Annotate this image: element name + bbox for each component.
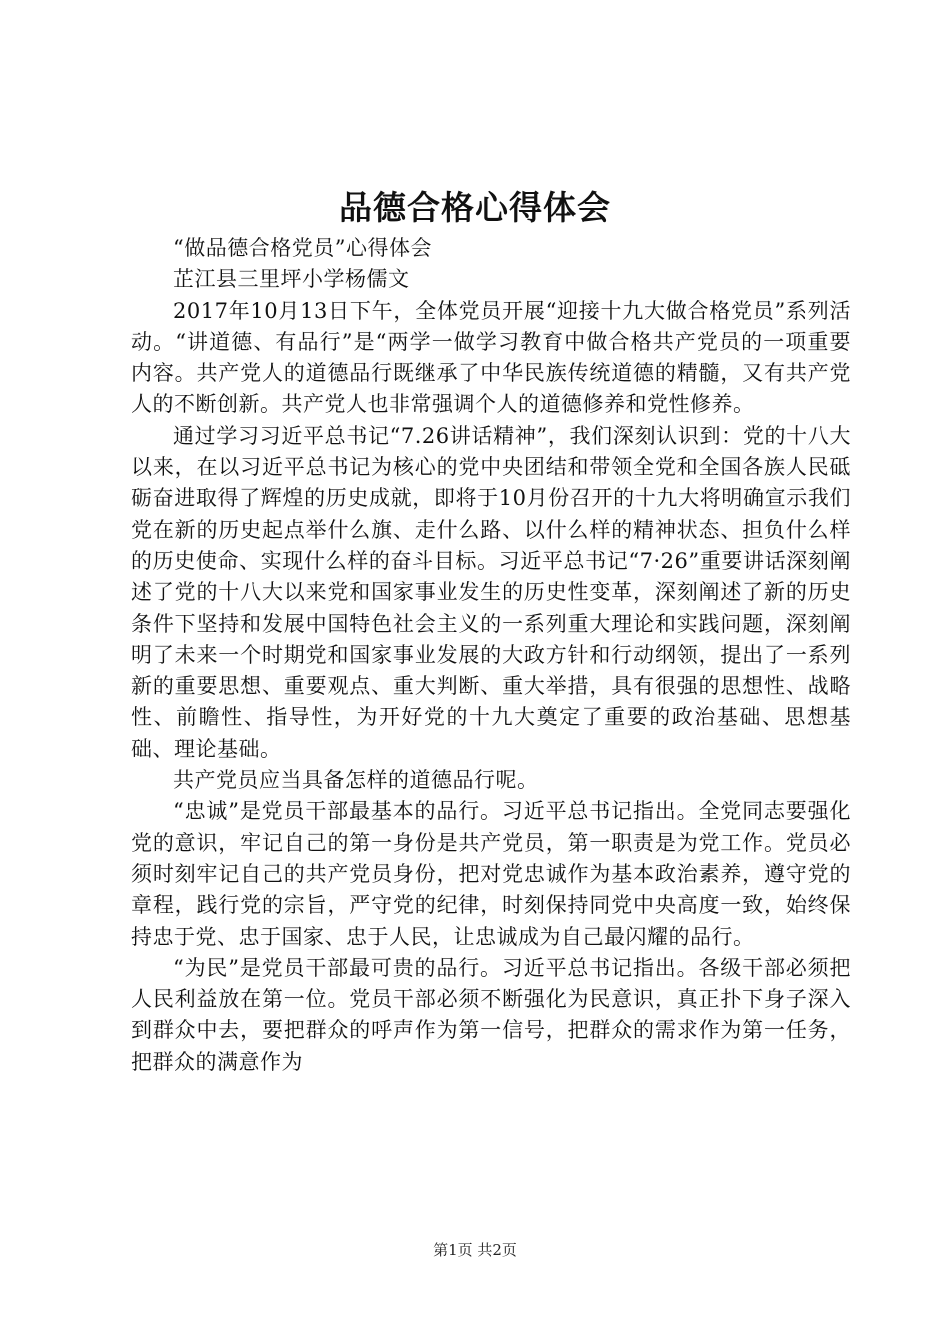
body-paragraph: “为民”是党员干部最可贵的品行。习近平总书记指出。各级干部必须把人民利益放在第一位。党员干部必须不断强化为民意识，真正扑下身子深入到群众中去，要把群众的呼声作为第一信号，把群众的需求作为第一任务，把群众的满意作为 bbox=[131, 955, 851, 1074]
body-paragraph: 通过学习习近平总书记“7.26讲话精神”，我们深刻认识到：党的十八大以来，在以习近平总书记为核心的党中央团结和带领全党和全国各族人民砥砺奋进取得了辉煌的历史成就，即将于10月份召开的十九大将明确宣示我们党在新的历史起点举什么旗、走什么路、以什么样的精神状态、担负什么样的历史使命、实现什么样的奋斗目标。习近平总书记“7·26”重要讲话深刻阐述了党的十八大以来党和国家事业发生的历史性变革，深刻阐述了新的历史条件下坚持和发展中国特色社会主义的一系列重大理论和实践问题，深刻阐明了未来一个时期党和国家事业发展的大政方针和行动纲领，提出了一系列新的重要思想、重要观点、重大判断、重大举措，具有很强的思想性、战略性、前瞻性、指导性，为开好党的十九大奠定了重要的政治基础、思想基础、理论基础。 bbox=[131, 423, 851, 761]
author-paragraph: 芷江县三里坪小学杨儒文 bbox=[173, 267, 410, 292]
subtitle-paragraph: “做品德合格党员”心得体会 bbox=[173, 236, 432, 260]
document-body bbox=[131, 233, 851, 1078]
body-paragraph: “忠诚”是党员干部最基本的品行。习近平总书记指出。全党同志要强化党的意识，牢记自己的第一身份是共产党员，第一职责是为党工作。党员必须时刻牢记自己的共产党员身份，把对党忠诚作为基本政治素养，遵守党的章程，践行党的宗旨，严守党的纪律，时刻保持同党中央高度一致，始终保持忠于党、忠于国家、忠于人民，让忠诚成为自己最闪耀的品行。 bbox=[131, 799, 851, 949]
body-paragraph: 共产党员应当具备怎样的道德品行呢。 bbox=[173, 768, 539, 793]
page-footer: 第1页 共2页 bbox=[433, 1241, 517, 1259]
body-paragraph: 2017年10月13日下午，全体党员开展“迎接十九大做合格党员”系列活动。“讲道德、有品行”是“两学一做学习教育中做合格共产党员的一项重要内容。共产党人的道德品行既继承了中华民族传统道德的精髓，又有共产党人的不断创新。共产党人也非常强调个人的道德修养和党性修养。 bbox=[131, 298, 851, 417]
document-title: 品德合格心得体会 bbox=[339, 188, 611, 227]
